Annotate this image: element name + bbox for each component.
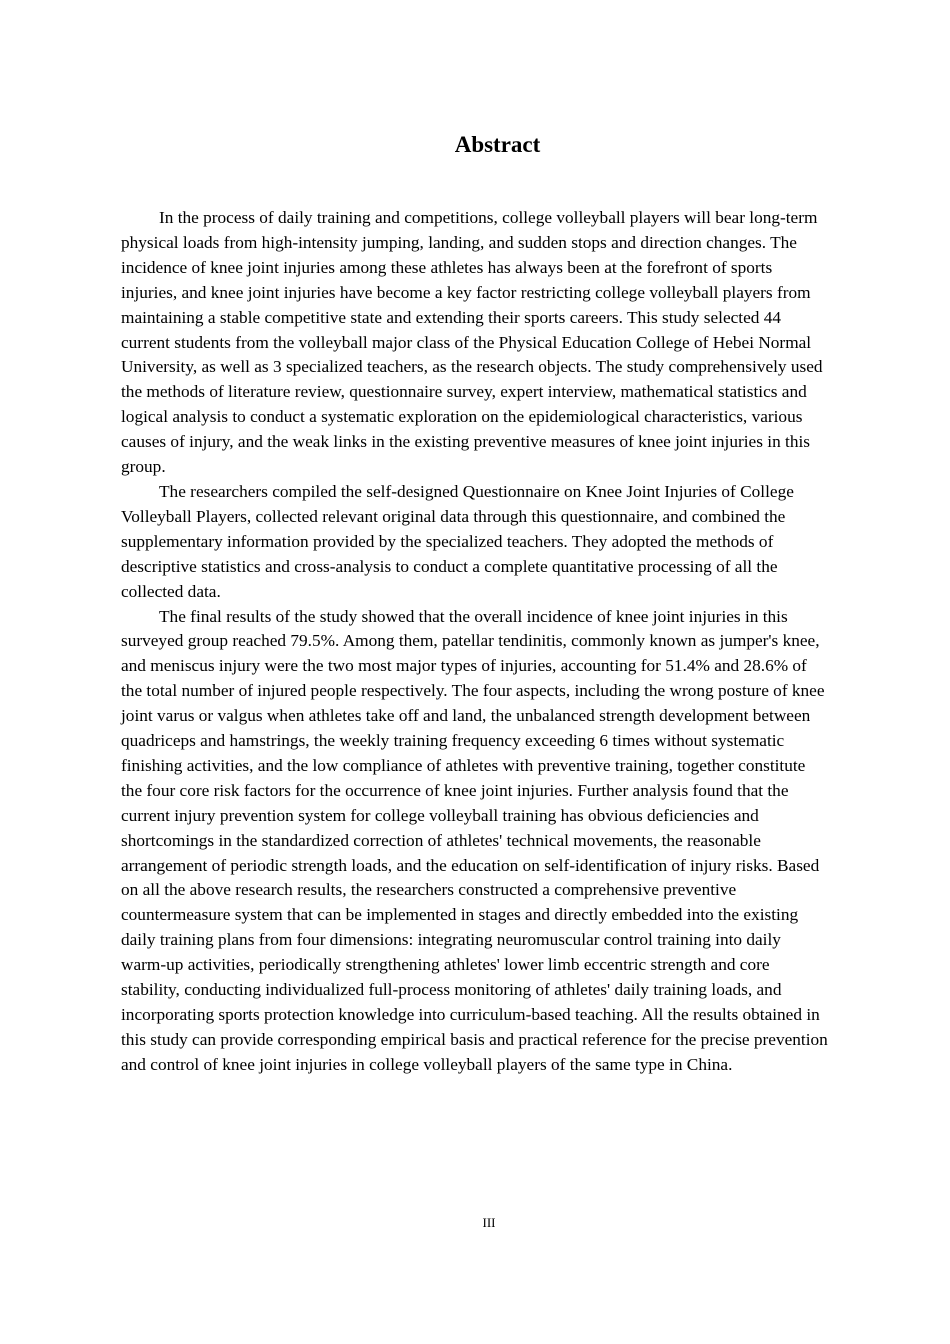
page-title: Abstract [454, 132, 541, 157]
page-number: III [482, 1215, 496, 1230]
abstract-body [121, 206, 829, 1078]
abstract-paragraph-3: The final results of the study showed that the overall incidence of knee joint injuries in this surveyed group reached 79.5%. Among them, patellar tendinitis, commonly known as jumper's knee, and meniscus injury were the two most major types of injuries, accounting for 51.4% and 28.6% of the total number of injured people respectively. The four aspects, including the wrong posture of knee joint varus or valgus when athletes take off and land, the unbalanced strength development between quadriceps and hamstrings, the weekly training frequency exceeding 6 times without systematic finishing activities, and the low compliance of athletes with preventive training, together constitute the four core risk factors for the occurrence of knee joint injuries. Further analysis found that the current injury prevention system for college volleyball training has obvious deficiencies and shortcomings in the standardized correction of athletes' technical movements, the reasonable arrangement of periodic strength loads, and the education on self-identification of injury risks. Based on all the above research results, the researchers constructed a comprehensive preventive countermeasure system that can be implemented in stages and directly embedded into the existing daily training plans from four dimensions: integrating neuromuscular control training into daily warm-up activities, periodically strengthening athletes' lower limb eccentric strength and core stability, conducting individualized full-process monitoring of athletes' daily training loads, and incorporating sports protection knowledge into curriculum-based teaching. All the results obtained in this study can provide corresponding empirical basis and practical reference for the precise prevention and control of knee joint injuries in college volleyball players of the same type in China. [121, 606, 828, 1074]
abstract-paragraph-1: In the process of daily training and competitions, college volleyball players will bear long-term physical loads from high-intensity jumping, landing, and sudden stops and direction changes. The incidence of knee joint injuries among these athletes has always been at the forefront of sports injuries, and knee joint injuries have become a key factor restricting college volleyball players from maintaining a stable competitive state and extending their sports careers. This study selected 44 current students from the volleyball major class of the Physical Education College of Hebei Normal University, as well as 3 specialized teachers, as the research objects. The study comprehensively used the methods of literature review, questionnaire survey, expert interview, mathematical statistics and logical analysis to conduct a systematic exploration on the epidemiological characteristics, various causes of injury, and the weak links in the existing preventive measures of knee joint injuries in this group. [121, 208, 823, 477]
abstract-paragraph-2: The researchers compiled the self-designed Questionnaire on Knee Joint Injuries of College Volleyball Players, collected relevant original data through this questionnaire, and combined the supplementary information provided by the specialized teachers. They adopted the methods of descriptive statistics and cross-analysis to conduct a complete quantitative processing of all the collected data. [121, 481, 794, 601]
